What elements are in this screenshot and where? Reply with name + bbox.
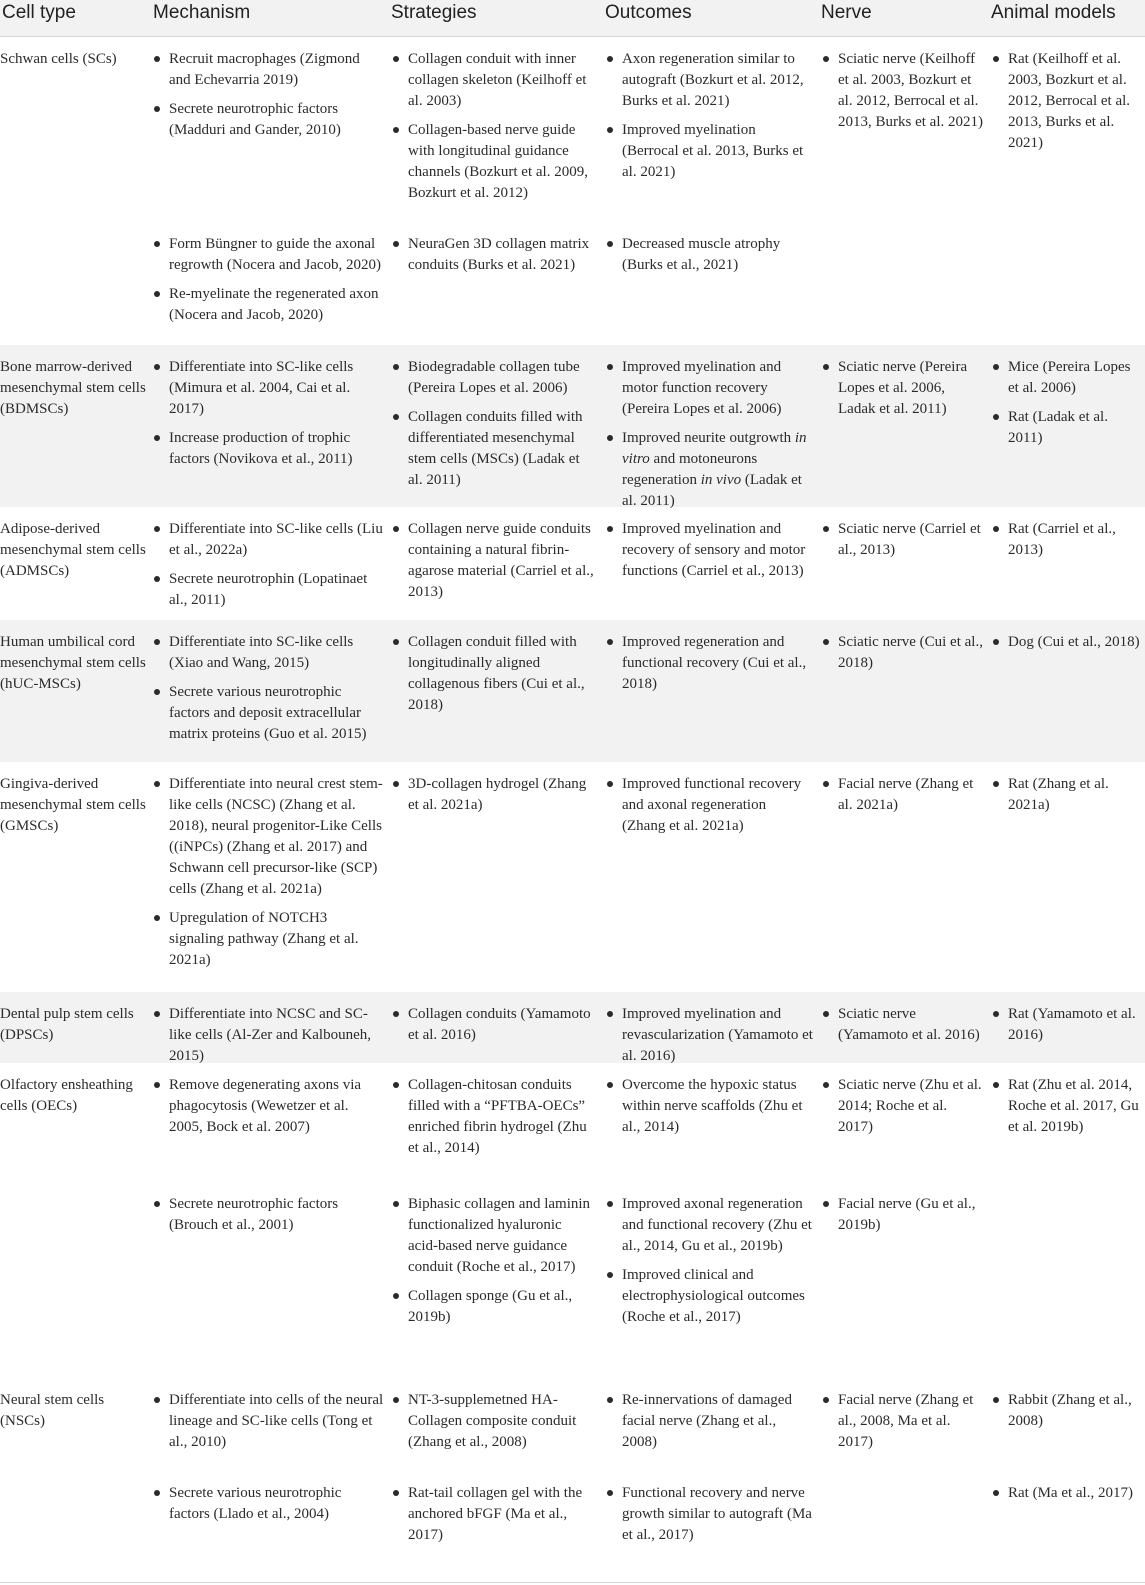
bullet-item: Differentiate into SC-like cells (Liu et al., 2022a) xyxy=(152,519,384,561)
bullet-item: Axon regeneration similar to autograft (Bozkurt et al. 2012, Burks et al. 2021) xyxy=(605,49,813,112)
table-row xyxy=(0,1471,1145,1571)
bullet-list xyxy=(391,774,595,816)
bullet-item: Remove degenerating axons via phagocytosis (Wewetzer et al. 2005, Bock et al. 2007) xyxy=(152,1075,384,1138)
bullet-list xyxy=(152,632,384,745)
bullet-list xyxy=(152,49,384,141)
bullet-item: Sciatic nerve (Pereira Lopes et al. 2006, Ladak et al. 2011) xyxy=(821,357,983,420)
cell-strategies xyxy=(391,519,595,611)
bullet-list xyxy=(605,632,813,695)
bullet-item: Improved axonal regeneration and functional recovery (Zhu et al., 2014, Gu et al., 2019b) xyxy=(605,1194,813,1257)
cell-nerve xyxy=(821,519,983,569)
cell-type-label: Gingiva-derived mesenchymal stem cells (GMSCs) xyxy=(0,776,146,834)
bullet-item: Differentiate into NCSC and SC-like cells (Al-Zer and Kalbouneh, 2015) xyxy=(152,1004,384,1067)
bullet-list xyxy=(991,1483,1141,1504)
bullet-list xyxy=(391,234,595,276)
bullet-list xyxy=(605,234,813,276)
bullet-list xyxy=(152,357,384,470)
bullet-item: Biodegradable collagen tube (Pereira Lopes et al. 2006) xyxy=(391,357,595,399)
cell-mechanism xyxy=(152,774,384,979)
cell-strategies xyxy=(391,774,595,824)
cell-nerve xyxy=(821,632,983,682)
cell-strategies xyxy=(391,357,595,499)
bullet-item: Differentiate into cells of the neural lineage and SC-like cells (Tong et al., 2010) xyxy=(152,1390,384,1453)
bullet-item: Facial nerve (Gu et al., 2019b) xyxy=(821,1194,983,1236)
cell-strategies xyxy=(391,1483,595,1554)
bullet-item: Secrete various neurotrophic factors and deposit extracellular matrix proteins (Guo et al. 2015) xyxy=(152,682,384,745)
bullet-item: Improved myelination and recovery of sensory and motor functions (Carriel et al., 2013) xyxy=(605,519,813,582)
bullet-list xyxy=(152,1075,384,1138)
cell-mechanism xyxy=(152,519,384,619)
header-mechanism: Mechanism xyxy=(153,2,251,23)
header-cell-type: Cell type xyxy=(2,2,76,23)
table-row xyxy=(0,1378,1145,1471)
bullet-list xyxy=(821,49,983,133)
bullet-item: Increase production of trophic factors (Novikova et al., 2011) xyxy=(152,428,384,470)
cell-outcomes xyxy=(605,234,813,284)
bullet-item: Collagen-based nerve guide with longitudinal guidance channels (Bozkurt et al. 2009, Bozkurt et al. 2012) xyxy=(391,120,595,204)
cell-mechanism xyxy=(152,1194,384,1244)
cell-cell-type xyxy=(0,1075,150,1117)
cell-strategies xyxy=(391,1075,595,1167)
bullet-item: Differentiate into neural crest stem-like cells (NCSC) (Zhang et al. 2018), neural progenitor-Like Cells ((iNPCs) (Zhang et al. 2017) and Schwann cell precursor-like (SCP) cells (Zhang et al. 2021a) xyxy=(152,774,384,900)
bullet-list xyxy=(821,774,983,816)
header-outcomes: Outcomes xyxy=(605,2,692,23)
cell-cell-type xyxy=(0,632,150,695)
header-strategies: Strategies xyxy=(391,2,477,23)
bullet-item: Sciatic nerve (Keilhoff et al. 2003, Bozkurt et al. 2012, Berrocal et al. 2013, Burks et al. 2021) xyxy=(821,49,983,133)
bullet-item: Secrete various neurotrophic factors (Llado et al., 2004) xyxy=(152,1483,384,1525)
bullet-list xyxy=(605,1194,813,1328)
table-row xyxy=(0,345,1145,507)
cell-mechanism xyxy=(152,632,384,753)
bullet-list xyxy=(821,632,983,674)
cell-type-label: Human umbilical cord mesenchymal stem cells (hUC-MSCs) xyxy=(0,634,146,692)
bullet-list xyxy=(605,1483,813,1546)
bullet-item: Overcome the hypoxic status within nerve scaffolds (Zhu et al., 2014) xyxy=(605,1075,813,1138)
bullet-item: Recruit macrophages (Zigmond and Echevarria 2019) xyxy=(152,49,384,91)
bullet-item: Improved neurite outgrowth in vitro and motoneurons regeneration in vivo (Ladak et al. 2011) xyxy=(605,428,813,512)
cell-animal xyxy=(991,49,1141,162)
cell-cell-type xyxy=(0,1004,150,1046)
bullet-list xyxy=(391,1483,595,1546)
bullet-item: NeuraGen 3D collagen matrix conduits (Burks et al. 2021) xyxy=(391,234,595,276)
bullet-item: Upregulation of NOTCH3 signaling pathway (Zhang et al. 2021a) xyxy=(152,908,384,971)
cell-outcomes xyxy=(605,1194,813,1336)
bullet-item: Sciatic nerve (Carriel et al., 2013) xyxy=(821,519,983,561)
cell-strategies xyxy=(391,632,595,724)
bullet-list xyxy=(991,49,1141,154)
bullet-item: Secrete neurotrophin (Lopatinaet al., 2011) xyxy=(152,569,384,611)
header-nerve: Nerve xyxy=(821,2,872,23)
bullet-list xyxy=(152,1004,384,1067)
bullet-item: Rat (Zhang et al. 2021a) xyxy=(991,774,1141,816)
bullet-list xyxy=(991,774,1141,816)
bullet-list xyxy=(152,1483,384,1525)
cell-animal xyxy=(991,519,1141,569)
table-row xyxy=(0,620,1145,762)
bullet-list xyxy=(605,519,813,582)
cell-cell-type xyxy=(0,1390,150,1432)
cell-strategies xyxy=(391,234,595,284)
bullet-item: Mice (Pereira Lopes et al. 2006) xyxy=(991,357,1141,399)
bullet-item: Collagen conduit with inner collagen skeleton (Keilhoff et al. 2003) xyxy=(391,49,595,112)
bullet-list xyxy=(152,234,384,326)
cell-nerve xyxy=(821,1194,983,1244)
table-header-row xyxy=(0,0,1145,37)
cell-animal xyxy=(991,1004,1141,1054)
bullet-list xyxy=(152,1194,384,1236)
bullet-item: Facial nerve (Zhang et al., 2008, Ma et al. 2017) xyxy=(821,1390,983,1453)
cell-animal xyxy=(991,774,1141,824)
cell-mechanism xyxy=(152,1390,384,1461)
bullet-item: 3D-collagen hydrogel (Zhang et al. 2021a) xyxy=(391,774,595,816)
cell-nerve xyxy=(821,1390,983,1461)
bullet-item: Improved functional recovery and axonal regeneration (Zhang et al. 2021a) xyxy=(605,774,813,837)
cell-outcomes xyxy=(605,1390,813,1461)
cell-outcomes xyxy=(605,519,813,590)
cell-nerve xyxy=(821,1075,983,1146)
cell-nerve xyxy=(821,1004,983,1054)
cell-type-label: Olfactory ensheathing cells (OECs) xyxy=(0,1077,133,1114)
cell-strategies xyxy=(391,1390,595,1461)
bullet-item: Improved myelination and revascularization (Yamamoto et al. 2016) xyxy=(605,1004,813,1067)
cell-outcomes xyxy=(605,632,813,703)
cell-type-label: Adipose-derived mesenchymal stem cells (ADMSCs) xyxy=(0,521,146,579)
bullet-list xyxy=(991,1075,1141,1138)
bullet-list xyxy=(152,774,384,971)
cell-cell-type xyxy=(0,357,150,420)
table-row xyxy=(0,1063,1145,1182)
cell-type-label: Dental pulp stem cells (DPSCs) xyxy=(0,1006,134,1043)
cell-animal xyxy=(991,1483,1141,1512)
bullet-list xyxy=(605,1075,813,1138)
table-row xyxy=(0,1182,1145,1378)
bullet-item: Differentiate into SC-like cells (Xiao and Wang, 2015) xyxy=(152,632,384,674)
bullet-item: Dog (Cui et al., 2018) xyxy=(991,632,1141,653)
bullet-item: Improved myelination (Berrocal et al. 2013, Burks et al. 2021) xyxy=(605,120,813,183)
table-row xyxy=(0,222,1145,345)
bullet-item: Sciatic nerve (Zhu et al. 2014; Roche et al. 2017) xyxy=(821,1075,983,1138)
bullet-item: Sciatic nerve (Yamamoto et al. 2016) xyxy=(821,1004,983,1046)
bullet-list xyxy=(391,1004,595,1046)
cell-type-label: Bone marrow-derived mesenchymal stem cells (BDMSCs) xyxy=(0,359,146,417)
bullet-list xyxy=(821,1194,983,1236)
bullet-item: Sciatic nerve (Cui et al., 2018) xyxy=(821,632,983,674)
bullet-list xyxy=(991,519,1141,561)
cell-nerve xyxy=(821,49,983,141)
bullet-item: Rat (Ladak et al. 2011) xyxy=(991,407,1141,449)
cell-mechanism xyxy=(152,49,384,149)
bullet-list xyxy=(821,1004,983,1046)
bullet-list xyxy=(605,1390,813,1453)
cell-animal xyxy=(991,357,1141,457)
bullet-item: Improved myelination and motor function recovery (Pereira Lopes et al. 2006) xyxy=(605,357,813,420)
cell-animal xyxy=(991,1075,1141,1146)
cell-cell-type xyxy=(0,774,150,837)
bullet-item: Re-myelinate the regenerated axon (Nocera and Jacob, 2020) xyxy=(152,284,384,326)
bullet-item: NT-3-supplemetned HA-Collagen composite conduit (Zhang et al., 2008) xyxy=(391,1390,595,1453)
table-row xyxy=(0,507,1145,620)
cell-outcomes xyxy=(605,357,813,520)
cell-strategies xyxy=(391,1194,595,1336)
bullet-list xyxy=(391,519,595,603)
bullet-item: Secrete neurotrophic factors (Brouch et al., 2001) xyxy=(152,1194,384,1236)
cell-outcomes xyxy=(605,1483,813,1554)
cell-animal xyxy=(991,632,1141,661)
cell-animal xyxy=(991,1390,1141,1440)
cell-mechanism xyxy=(152,1483,384,1533)
bullet-list xyxy=(605,357,813,512)
bullet-item: Form Büngner to guide the axonal regrowth (Nocera and Jacob, 2020) xyxy=(152,234,384,276)
bullet-item: Rat (Yamamoto et al. 2016) xyxy=(991,1004,1141,1046)
bullet-item: Rabbit (Zhang et al., 2008) xyxy=(991,1390,1141,1432)
bullet-list xyxy=(991,357,1141,449)
bullet-list xyxy=(991,1390,1141,1432)
header-animal-models: Animal models xyxy=(991,2,1116,23)
bullet-list xyxy=(152,519,384,611)
table-body xyxy=(0,37,1145,1582)
bullet-item: Biphasic collagen and laminin functionalized hyaluronic acid-based nerve guidance conduit (Roche et al., 2017) xyxy=(391,1194,595,1278)
bullet-list xyxy=(605,49,813,183)
bullet-list xyxy=(605,1004,813,1067)
cell-mechanism xyxy=(152,357,384,478)
bullet-item: Collagen conduits filled with differentiated mesenchymal stem cells (MSCs) (Ladak et al. 2011) xyxy=(391,407,595,491)
cell-mechanism xyxy=(152,234,384,334)
table-row xyxy=(0,992,1145,1063)
bullet-list xyxy=(821,519,983,561)
cell-nerve xyxy=(821,357,983,428)
bullet-item: Rat (Carriel et al., 2013) xyxy=(991,519,1141,561)
bullet-item: Collagen conduit filled with longitudinally aligned collagenous fibers (Cui et al., 2018) xyxy=(391,632,595,716)
bullet-list xyxy=(821,1390,983,1453)
bullet-item: Rat (Keilhoff et al. 2003, Bozkurt et al. 2012, Berrocal et al. 2013, Burks et al. 2021) xyxy=(991,49,1141,154)
bullet-list xyxy=(991,1004,1141,1046)
table-bottom-rule xyxy=(0,1582,1145,1583)
bullet-item: Functional recovery and nerve growth similar to autograft (Ma et al., 2017) xyxy=(605,1483,813,1546)
bullet-item: Rat-tail collagen gel with the anchored bFGF (Ma et al., 2017) xyxy=(391,1483,595,1546)
table-row xyxy=(0,37,1145,222)
bullet-list xyxy=(605,774,813,837)
cell-type-label: Schwan cells (SCs) xyxy=(0,51,117,67)
cell-strategies xyxy=(391,49,595,212)
bullet-item: Collagen-chitosan conduits filled with a “PFTBA-OECs” enriched fibrin hydrogel (Zhu et al., 2014) xyxy=(391,1075,595,1159)
cell-mechanism xyxy=(152,1075,384,1146)
bullet-item: Secrete neurotrophic factors (Madduri and Gander, 2010) xyxy=(152,99,384,141)
bullet-item: Collagen sponge (Gu et al., 2019b) xyxy=(391,1286,595,1328)
bullet-item: Rat (Zhu et al. 2014, Roche et al. 2017, Gu et al. 2019b) xyxy=(991,1075,1141,1138)
bullet-item: Decreased muscle atrophy (Burks et al., 2021) xyxy=(605,234,813,276)
table-row xyxy=(0,762,1145,992)
bullet-item: Rat (Ma et al., 2017) xyxy=(991,1483,1141,1504)
cell-cell-type xyxy=(0,49,150,70)
cell-outcomes xyxy=(605,1075,813,1146)
bullet-list xyxy=(152,1390,384,1453)
bullet-list xyxy=(391,1194,595,1328)
bullet-list xyxy=(821,357,983,420)
bullet-item: Improved regeneration and functional recovery (Cui et al., 2018) xyxy=(605,632,813,695)
cell-outcomes xyxy=(605,774,813,845)
bullet-item: Collagen nerve guide conduits containing a natural fibrin-agarose material (Carriel et al., 2013) xyxy=(391,519,595,603)
cell-cell-type xyxy=(0,519,150,582)
cell-strategies xyxy=(391,1004,595,1054)
bullet-list xyxy=(391,357,595,491)
bullet-item: Facial nerve (Zhang et al. 2021a) xyxy=(821,774,983,816)
bullet-list xyxy=(391,49,595,204)
cell-outcomes xyxy=(605,49,813,191)
bullet-list xyxy=(991,632,1141,653)
bullet-list xyxy=(821,1075,983,1138)
bullet-list xyxy=(391,1075,595,1159)
bullet-item: Differentiate into SC-like cells (Mimura et al. 2004, Cai et al. 2017) xyxy=(152,357,384,420)
bullet-item: Collagen conduits (Yamamoto et al. 2016) xyxy=(391,1004,595,1046)
cell-nerve xyxy=(821,774,983,824)
bullet-list xyxy=(391,632,595,716)
cell-type-label: Neural stem cells (NSCs) xyxy=(0,1392,105,1429)
bullet-item: Re-innervations of damaged facial nerve (Zhang et al., 2008) xyxy=(605,1390,813,1453)
bullet-item: Improved clinical and electrophysiological outcomes (Roche et al., 2017) xyxy=(605,1265,813,1328)
bullet-list xyxy=(391,1390,595,1453)
